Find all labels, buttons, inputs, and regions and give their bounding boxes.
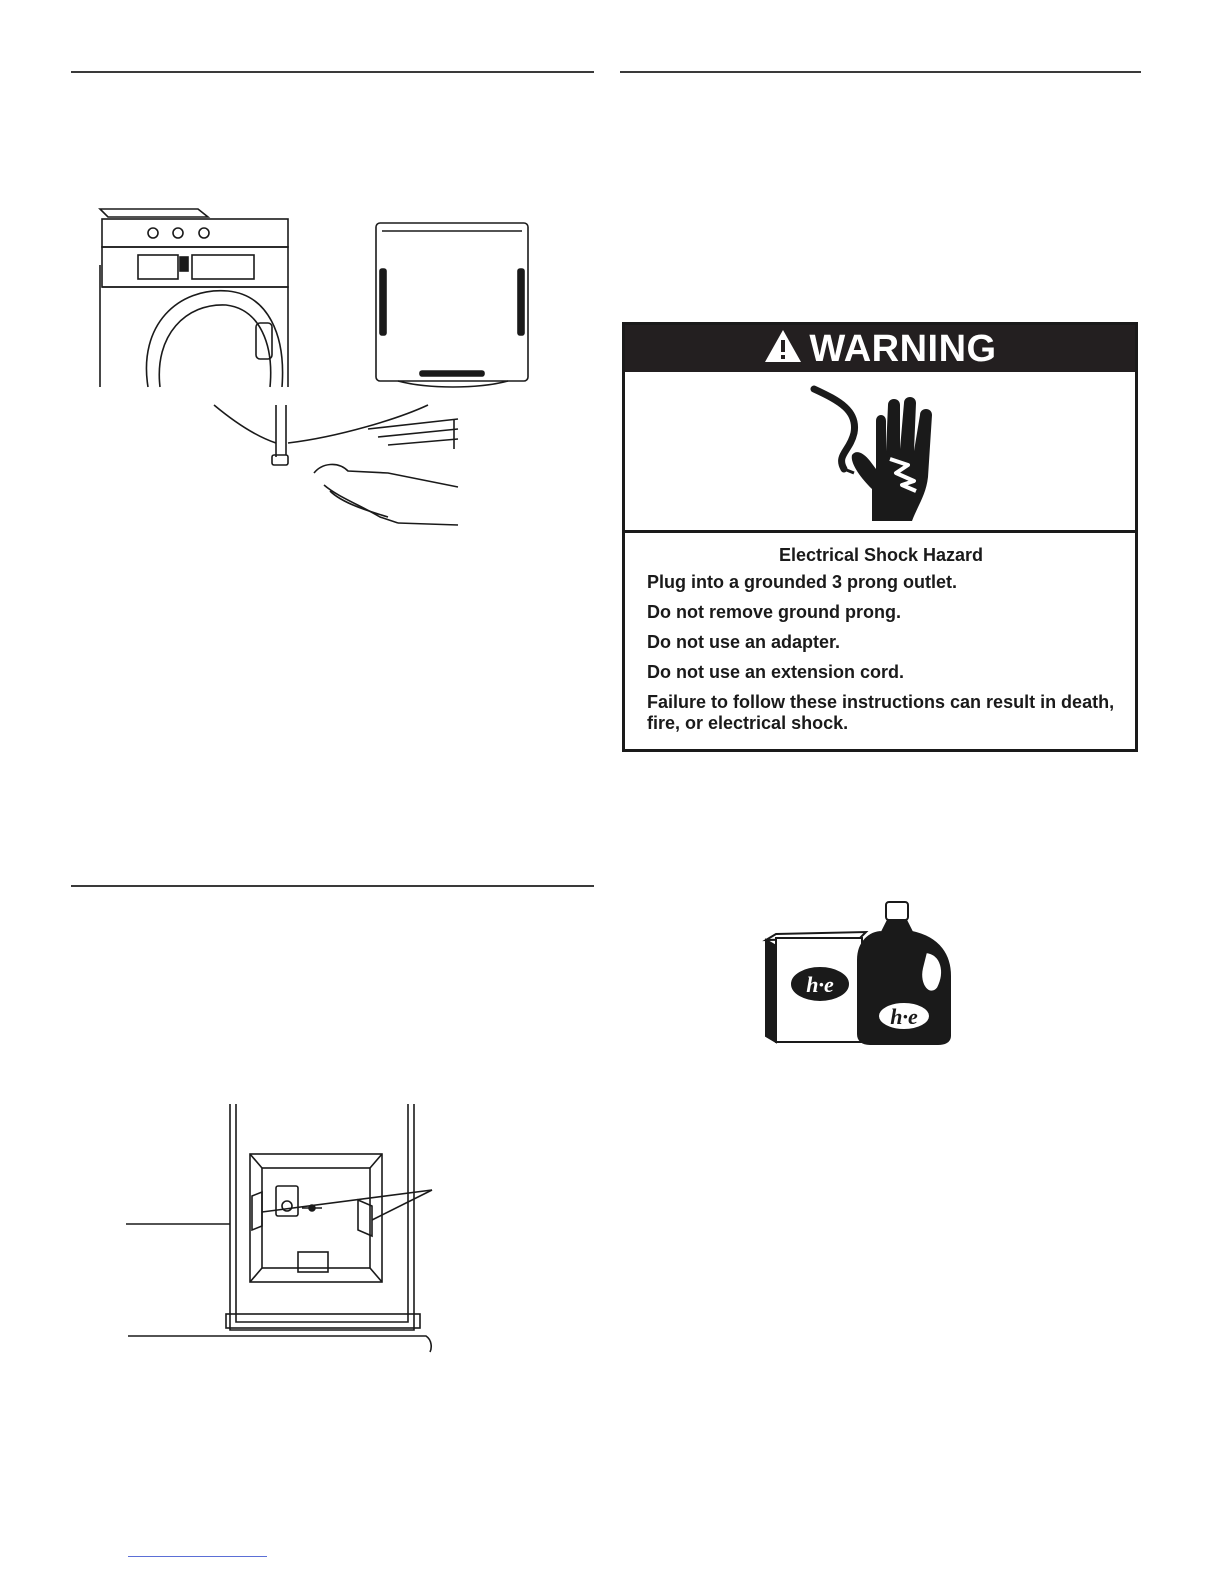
section-rule-middle-left bbox=[71, 885, 594, 887]
he-detergent-illustration bbox=[762, 896, 954, 1048]
hazard-title: Electrical Shock Hazard bbox=[778, 545, 984, 565]
warning-title: WARNING bbox=[809, 327, 997, 370]
shipping-bolts-illustration bbox=[126, 1100, 436, 1355]
he-logo-bottle: h·e bbox=[890, 1004, 918, 1029]
instruction-item: Do not remove ground prong. bbox=[647, 602, 901, 622]
warning-body bbox=[625, 533, 1135, 734]
instruction-item: Do not use an adapter. bbox=[647, 632, 841, 652]
instruction-item: Plug into a grounded 3 prong outlet. bbox=[647, 572, 957, 592]
instruction-item: Failure to follow these instructions can result in death, fire, or electrical shock. bbox=[647, 692, 1115, 733]
warning-box bbox=[622, 322, 1138, 752]
electrical-shock-hand-icon bbox=[625, 372, 1135, 533]
warning-triangle-icon bbox=[763, 328, 803, 369]
footer-link-underline[interactable] bbox=[128, 1556, 267, 1557]
section-rule-top-left bbox=[71, 71, 594, 73]
instruction-item: Do not use an extension cord. bbox=[647, 662, 905, 682]
washer-leveling-illustration bbox=[98, 205, 498, 535]
section-rule-top-right bbox=[620, 71, 1141, 73]
he-logo-box: h·e bbox=[806, 972, 834, 997]
warning-header bbox=[625, 325, 1135, 372]
